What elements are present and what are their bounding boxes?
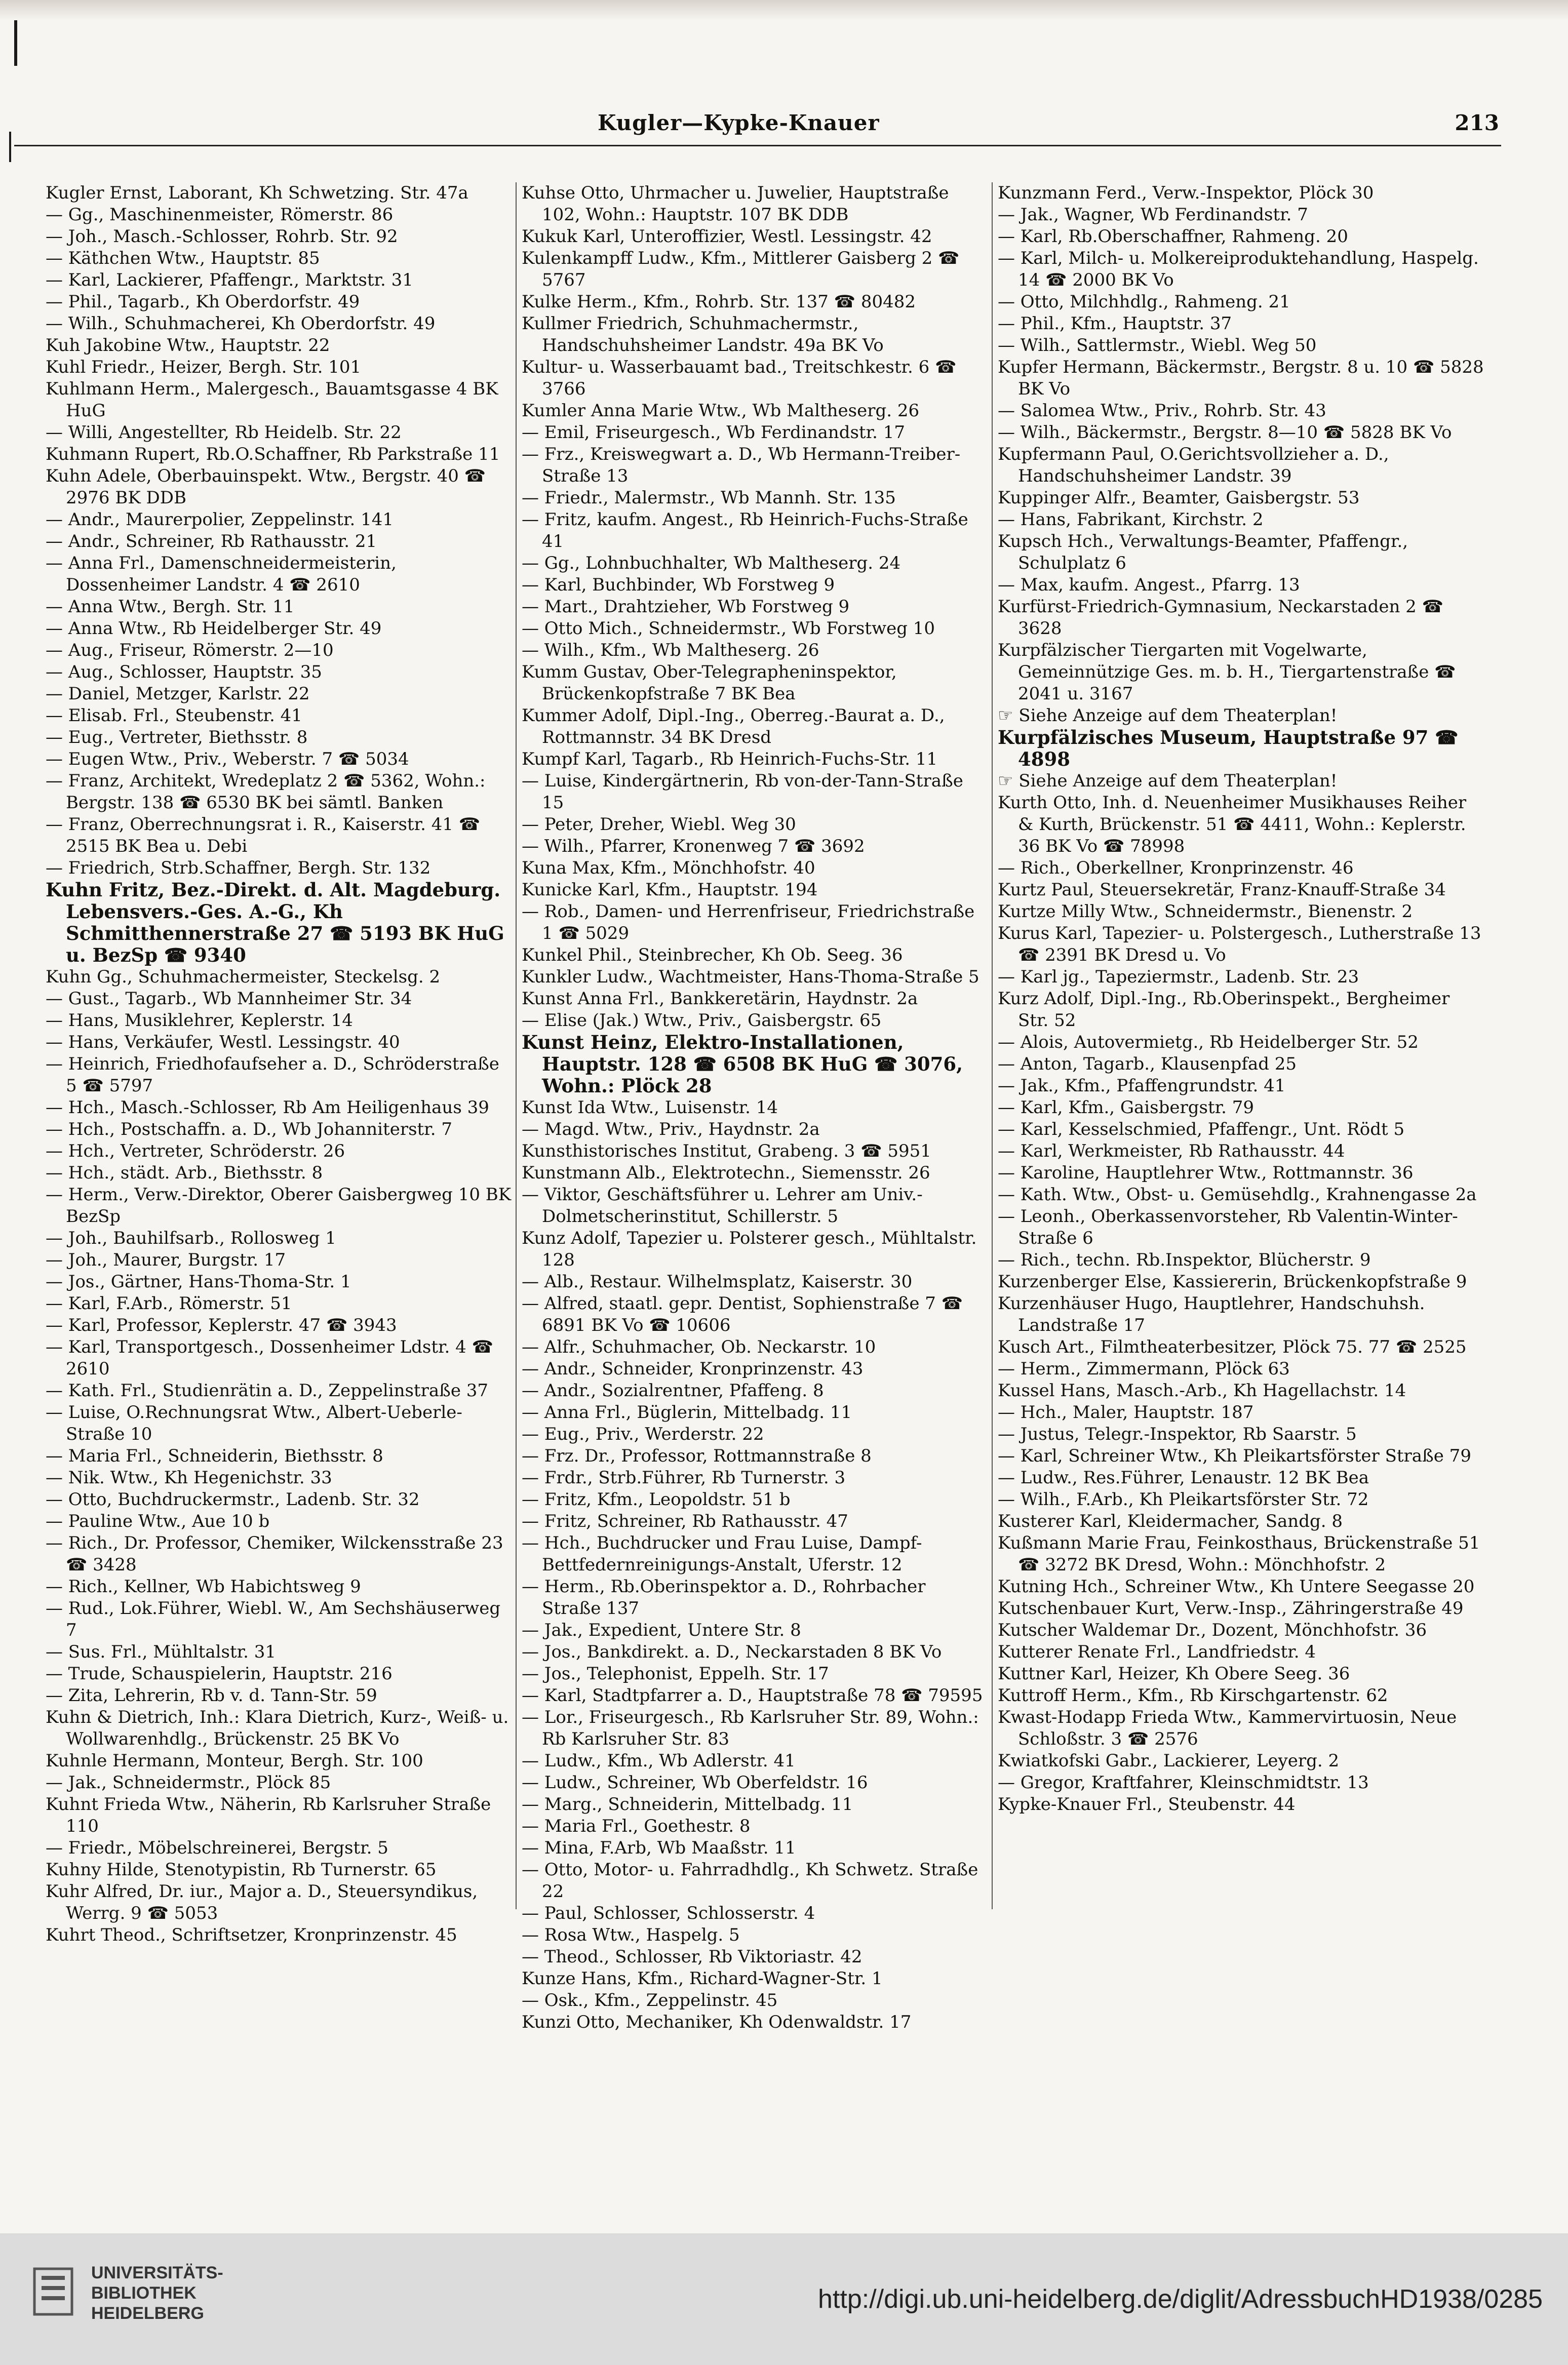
directory-entry: Kumpf Karl, Tagarb., Rb Heinrich-Fuchs-Str. 11: [522, 749, 938, 769]
directory-entry: — Frz., Kreiswegwart a. D., Wb Hermann-Treiber-Straße 13: [522, 444, 961, 486]
directory-entry: — Rich., Oberkellner, Kronprinzenstr. 46: [998, 858, 1354, 878]
directory-entry: — Alois, Autovermietg., Rb Heidelberger Str. 52: [998, 1032, 1419, 1052]
directory-entry: — Rob., Damen- und Herrenfriseur, Friedrichstraße 1 ☎ 5029: [522, 901, 975, 943]
directory-entry: — Andr., Maurerpolier, Zeppelinstr. 141: [46, 509, 394, 530]
header-rule: [14, 145, 1501, 146]
directory-entry: — Osk., Kfm., Zeppelinstr. 45: [522, 1990, 778, 2011]
library-name-line: HEIDELBERG: [91, 2304, 204, 2323]
directory-entry: — Fritz, Schreiner, Rb Rathausstr. 47: [522, 1511, 848, 1531]
directory-entry: Kurzenberger Else, Kassiererin, Brückenkopfstraße 9: [998, 1272, 1467, 1292]
directory-entry: Kuhlmann Herm., Malergesch., Bauamtsgasse 4 BK HuG: [46, 379, 498, 421]
directory-entry: — Wilh., Sattlermstr., Wiebl. Weg 50: [998, 335, 1317, 356]
directory-entry: — Rich., Kellner, Wb Habichtsweg 9: [46, 1576, 361, 1597]
directory-entry: — Franz, Oberrechnungsrat i. R., Kaiserstr. 41 ☎ 2515 BK Bea u. Debi: [46, 814, 481, 856]
directory-entry: — Hans, Fabrikant, Kirchstr. 2: [998, 509, 1264, 530]
directory-entry: — Zita, Lehrerin, Rb v. d. Tann-Str. 59: [46, 1685, 377, 1706]
directory-entry: — Friedr., Malermstr., Wb Mannh. Str. 135: [522, 488, 896, 508]
directory-entry: — Friedr., Möbelschreinerei, Bergstr. 5: [46, 1838, 388, 1858]
directory-entry: — Joh., Masch.-Schlosser, Rohrb. Str. 92: [46, 226, 398, 247]
directory-entry: Kunsthistorisches Institut, Grabeng. 3 ☎ 5951: [522, 1141, 931, 1161]
directory-entry: — Jos., Telephonist, Eppelh. Str. 17: [522, 1664, 829, 1684]
directory-entry: Kurz Adolf, Dipl.-Ing., Rb.Oberinspekt., Bergheimer Str. 52: [998, 989, 1450, 1031]
directory-entry: — Rud., Lok.Führer, Wiebl. W., Am Sechshäuserweg 7: [46, 1598, 501, 1640]
directory-entry: — Wilh., Schuhmacherei, Kh Oberdorfstr. 49: [46, 313, 436, 334]
directory-entry: Kuhr Alfred, Dr. iur., Major a. D., Steuersyndikus, Werrg. 9 ☎ 5053: [46, 1881, 478, 1923]
directory-entry: Kutschenbauer Kurt, Verw.-Insp., Zähringerstraße 49: [998, 1598, 1464, 1619]
directory-entry: Kypke-Knauer Frl., Steubenstr. 44: [998, 1794, 1296, 1815]
directory-entry: Kulke Herm., Kfm., Rohrb. Str. 137 ☎ 80482: [522, 292, 916, 312]
directory-entry: — Phil., Tagarb., Kh Oberdorfstr. 49: [46, 292, 360, 312]
directory-entry: Kuhrt Theod., Schriftsetzer, Kronprinzenstr. 45: [46, 1925, 457, 1945]
directory-entry: Kurus Karl, Tapezier- u. Polstergesch., Lutherstraße 13 ☎ 2391 BK Dresd u. Vo: [998, 923, 1481, 965]
directory-entry: — Elisab. Frl., Steubenstr. 41: [46, 705, 302, 726]
directory-entry: — Käthchen Wtw., Hauptstr. 85: [46, 248, 320, 268]
directory-entry: — Elise (Jak.) Wtw., Priv., Gaisbergstr. 65: [522, 1010, 882, 1031]
directory-entry: — Maria Frl., Goethestr. 8: [522, 1816, 751, 1836]
library-name-line: UNIVERSITÄTS-: [91, 2263, 223, 2282]
directory-entry: — Ludw., Kfm., Wb Adlerstr. 41: [522, 1751, 796, 1771]
directory-entry: — Gregor, Kraftfahrer, Kleinschmidtstr. 13: [998, 1772, 1369, 1793]
page-number: 213: [1455, 110, 1499, 135]
directory-entry: — Otto, Milchhdlg., Rahmeng. 21: [998, 292, 1290, 312]
directory-entry: — Maria Frl., Schneiderin, Biethsstr. 8: [46, 1446, 383, 1466]
directory-entry: Kurtze Milly Wtw., Schneidermstr., Bienenstr. 2: [998, 901, 1413, 922]
university-library-logo-icon: [30, 2264, 76, 2319]
directory-entry: Kusterer Karl, Kleidermacher, Sandg. 8: [998, 1511, 1343, 1531]
directory-entry: — Karoline, Hauptlehrer Wtw., Rottmannstr. 36: [998, 1163, 1414, 1183]
directory-entry: ☞ Siehe Anzeige auf dem Theaterplan!: [998, 771, 1338, 791]
directory-entry: Kussel Hans, Masch.-Arb., Kh Hagellachstr. 14: [998, 1381, 1406, 1401]
directory-entry: Kunst Heinz, Elektro-Installationen, Hauptstr. 128 ☎ 6508 BK HuG ☎ 3076, Wohn.: Plöck 28: [522, 1031, 963, 1097]
directory-entry: — Karl, Buchbinder, Wb Forstweg 9: [522, 575, 835, 595]
directory-entry: Kugler Ernst, Laborant, Kh Schwetzing. Str. 47a: [46, 183, 468, 203]
directory-entry: — Mart., Drahtzieher, Wb Forstweg 9: [522, 597, 850, 617]
directory-entry: — Gg., Lohnbuchhalter, Wb Maltheserg. 24: [522, 553, 901, 573]
directory-entry: — Jak., Wagner, Wb Ferdinandstr. 7: [998, 205, 1308, 225]
directory-entry: — Karl, Professor, Keplerstr. 47 ☎ 3943: [46, 1315, 397, 1335]
directory-entry: — Karl, Kfm., Gaisbergstr. 79: [998, 1097, 1255, 1118]
directory-entry: Kumler Anna Marie Wtw., Wb Maltheserg. 26: [522, 401, 920, 421]
directory-entry: — Karl, Lackierer, Pfaffengr., Marktstr. 31: [46, 270, 413, 290]
directory-entry: — Otto, Motor- u. Fahrradhdlg., Kh Schwetz. Straße 22: [522, 1860, 978, 1902]
directory-entry: — Alb., Restaur. Wilhelmsplatz, Kaiserstr. 30: [522, 1272, 913, 1292]
directory-entry: Kunicke Karl, Kfm., Hauptstr. 194: [522, 880, 818, 900]
directory-entry: Kuhnt Frieda Wtw., Näherin, Rb Karlsruher Straße 110: [46, 1794, 491, 1836]
directory-entry: — Anna Wtw., Rb Heidelberger Str. 49: [46, 618, 382, 639]
library-name-line: BIBLIOTHEK: [91, 2283, 197, 2303]
directory-entry: Kutning Hch., Schreiner Wtw., Kh Untere Seegasse 20: [998, 1576, 1475, 1597]
directory-entry: — Andr., Sozialrentner, Pfaffeng. 8: [522, 1381, 824, 1401]
directory-entry: — Rich., Dr. Professor, Chemiker, Wilckensstraße 23 ☎ 3428: [46, 1533, 503, 1575]
directory-entry: — Pauline Wtw., Aue 10 b: [46, 1511, 270, 1531]
directory-entry: — Joh., Bauhilfsarb., Rollosweg 1: [46, 1228, 336, 1248]
directory-entry: — Hch., Postschaffn. a. D., Wb Johanniterstr. 7: [46, 1119, 452, 1139]
directory-entry: — Eugen Wtw., Priv., Weberstr. 7 ☎ 5034: [46, 749, 409, 769]
directory-entry: — Wilh., Bäckermstr., Bergstr. 8—10 ☎ 5828 BK Vo: [998, 422, 1452, 443]
directory-entry: Kurth Otto, Inh. d. Neuenheimer Musikhauses Reiher & Kurth, Brückenstr. 51 ☎ 4411, Wohn.: Keplerstr. 36 BK Vo ☎ 78998: [998, 793, 1467, 856]
directory-entry: Kuh Jakobine Wtw., Hauptstr. 22: [46, 335, 330, 356]
directory-entry: — Jos., Gärtner, Hans-Thoma-Str. 1: [46, 1272, 351, 1292]
directory-entry: Kuhn & Dietrich, Inh.: Klara Dietrich, Kurz-, Weiß- u. Wollwarenhdlg., Brückenstr. 25 BK Vo: [46, 1707, 509, 1749]
directory-entry: — Eug., Priv., Werderstr. 22: [522, 1424, 764, 1444]
running-head: Kugler—Kypke-Knauer: [598, 110, 880, 135]
directory-entry: — Anton, Tagarb., Klausenpfad 25: [998, 1054, 1297, 1074]
directory-entry: — Jak., Expedient, Untere Str. 8: [522, 1620, 801, 1640]
directory-entry: Kußmann Marie Frau, Feinkosthaus, Brückenstraße 51 ☎ 3272 BK Dresd, Wohn.: Mönchhofstr. 2: [998, 1533, 1480, 1575]
directory-entry: Kurtz Paul, Steuersekretär, Franz-Knauff-Straße 34: [998, 880, 1446, 900]
directory-entry: — Magd. Wtw., Priv., Haydnstr. 2a: [522, 1119, 820, 1139]
directory-entry: Kwast-Hodapp Frieda Wtw., Kammervirtuosin, Neue Schloßstr. 3 ☎ 2576: [998, 1707, 1457, 1749]
directory-entry: — Franz, Architekt, Wredeplatz 2 ☎ 5362, Wohn.: Bergstr. 138 ☎ 6530 BK bei sämtl. Banken: [46, 771, 486, 813]
directory-entry: — Wilh., F.Arb., Kh Pleikartsförster Str. 72: [998, 1489, 1369, 1510]
directory-entry: Kunze Hans, Kfm., Richard-Wagner-Str. 1: [522, 1968, 883, 1989]
directory-entry: Kunzmann Ferd., Verw.-Inspektor, Plöck 30: [998, 183, 1374, 203]
directory-entry: — Ludw., Schreiner, Wb Oberfeldstr. 16: [522, 1772, 868, 1793]
directory-entry: Kuttroff Herm., Kfm., Rb Kirschgartenstr. 62: [998, 1685, 1388, 1706]
directory-entry: Kumm Gustav, Ober-Telegrapheninspektor, Brückenkopfstraße 7 BK Bea: [522, 662, 897, 704]
directory-column-3: [998, 182, 1484, 1924]
directory-entry: — Justus, Telegr.-Inspektor, Rb Saarstr. 5: [998, 1424, 1357, 1444]
directory-entry: Kusch Art., Filmtheaterbesitzer, Plöck 75. 77 ☎ 2525: [998, 1337, 1467, 1357]
directory-entry: Kummer Adolf, Dipl.-Ing., Oberreg.-Baurat a. D., Rottmannstr. 34 BK Dresd: [522, 705, 945, 747]
column-rule: [516, 182, 517, 1909]
directory-entry: — Mina, F.Arb, Wb Maaßstr. 11: [522, 1838, 796, 1858]
directory-entry: — Frz. Dr., Professor, Rottmannstraße 8: [522, 1446, 872, 1466]
directory-entry: Kunstmann Alb., Elektrotechn., Siemensstr. 26: [522, 1163, 930, 1183]
footer-bar: [0, 2233, 1568, 2365]
directory-entry: — Wilh., Pfarrer, Kronenweg 7 ☎ 3692: [522, 836, 865, 856]
scan-top-edge: [0, 0, 1568, 20]
directory-entry: — Ludw., Res.Führer, Lenaustr. 12 BK Bea: [998, 1468, 1369, 1488]
directory-entry: — Paul, Schlosser, Schlosserstr. 4: [522, 1903, 815, 1923]
directory-entry: — Anna Wtw., Bergh. Str. 11: [46, 597, 295, 617]
directory-entry: — Alfr., Schuhmacher, Ob. Neckarstr. 10: [522, 1337, 876, 1357]
directory-column-2: [522, 182, 988, 2032]
directory-entry: — Aug., Schlosser, Hauptstr. 35: [46, 662, 322, 682]
directory-entry: Kunst Anna Frl., Bankkeretärin, Haydnstr. 2a: [522, 989, 918, 1009]
directory-entry: — Viktor, Geschäftsführer u. Lehrer am Univ.-Dolmetscherinstitut, Schillerstr. 5: [522, 1185, 923, 1227]
directory-entry: — Herm., Rb.Oberinspektor a. D., Rohrbacher Straße 137: [522, 1576, 926, 1619]
directory-entry: — Friedrich, Strb.Schaffner, Bergh. Str. 132: [46, 858, 431, 878]
directory-entry: Kutscher Waldemar Dr., Dozent, Mönchhofstr. 36: [998, 1620, 1427, 1640]
directory-entry: — Emil, Friseurgesch., Wb Ferdinandstr. 17: [522, 422, 905, 443]
directory-entry: Kurzenhäuser Hugo, Hauptlehrer, Handschuhsh. Landstraße 17: [998, 1293, 1425, 1335]
binding-mark: [9, 132, 11, 162]
directory-column-1: [46, 182, 512, 1945]
binding-mark: [14, 20, 17, 66]
directory-entry: Kunzi Otto, Mechaniker, Kh Odenwaldstr. 17: [522, 2012, 912, 2032]
directory-entry: — Hch., Buchdrucker und Frau Luise, Dampf-Bettfedernreinigungs-Anstalt, Uferstr. 12: [522, 1533, 922, 1575]
directory-entry: — Phil., Kfm., Hauptstr. 37: [998, 313, 1232, 334]
directory-entry: — Willi, Angestellter, Rb Heidelb. Str. 22: [46, 422, 402, 443]
directory-entry: — Daniel, Metzger, Karlstr. 22: [46, 684, 310, 704]
directory-entry: Kutterer Renate Frl., Landfriedstr. 4: [998, 1642, 1316, 1662]
directory-entry: — Jak., Schneidermstr., Plöck 85: [46, 1772, 331, 1793]
directory-entry: Kupfer Hermann, Bäckermstr., Bergstr. 8 u. 10 ☎ 5828 BK Vo: [998, 357, 1484, 399]
directory-entry: — Aug., Friseur, Römerstr. 2—10: [46, 640, 334, 660]
directory-entry: — Fritz, Kfm., Leopoldstr. 51 b: [522, 1489, 791, 1510]
directory-entry: — Hch., Vertreter, Schröderstr. 26: [46, 1141, 345, 1161]
directory-entry: — Gust., Tagarb., Wb Mannheimer Str. 34: [46, 989, 412, 1009]
directory-entry: — Nik. Wtw., Kh Hegenichstr. 33: [46, 1468, 332, 1488]
directory-entry: ☞ Siehe Anzeige auf dem Theaterplan!: [998, 705, 1338, 726]
directory-entry: — Luise, O.Rechnungsrat Wtw., Albert-Ueberle-Straße 10: [46, 1402, 462, 1444]
directory-entry: Kurfürst-Friedrich-Gymnasium, Neckarstaden 2 ☎ 3628: [998, 597, 1443, 639]
directory-entry: — Kath. Wtw., Obst- u. Gemüsehdlg., Krahnengasse 2a: [998, 1185, 1477, 1205]
directory-entry: Kupfermann Paul, O.Gerichtsvollzieher a. D., Handschuhsheimer Landstr. 39: [998, 444, 1389, 486]
directory-entry: — Karl jg., Tapeziermstr., Ladenb. Str. 23: [998, 967, 1359, 987]
directory-entry: — Rich., techn. Rb.Inspektor, Blücherstr. 9: [998, 1250, 1371, 1270]
directory-entry: — Theod., Schlosser, Rb Viktoriastr. 42: [522, 1947, 863, 1967]
page-header: [598, 110, 1499, 141]
directory-entry: — Joh., Maurer, Burgstr. 17: [46, 1250, 286, 1270]
directory-entry: Kunkel Phil., Steinbrecher, Kh Ob. Seeg. 36: [522, 945, 903, 965]
directory-entry: — Max, kaufm. Angest., Pfarrg. 13: [998, 575, 1300, 595]
directory-entry: — Anna Frl., Büglerin, Mittelbadg. 11: [522, 1402, 852, 1423]
directory-entry: — Peter, Dreher, Wiebl. Weg 30: [522, 814, 796, 835]
directory-entry: — Marg., Schneiderin, Mittelbadg. 11: [522, 1794, 853, 1815]
directory-entry: Kupsch Hch., Verwaltungs-Beamter, Pfaffengr., Schulplatz 6: [998, 531, 1408, 573]
directory-entry: — Kath. Frl., Studienrätin a. D., Zeppelinstraße 37: [46, 1381, 489, 1401]
directory-entry: — Gg., Maschinenmeister, Römerstr. 86: [46, 205, 394, 225]
directory-entry: Kwiatkofski Gabr., Lackierer, Leyerg. 2: [998, 1751, 1340, 1771]
directory-entry: — Hans, Verkäufer, Westl. Lessingstr. 40: [46, 1032, 400, 1052]
directory-entry: — Karl, Transportgesch., Dossenheimer Ldstr. 4 ☎ 2610: [46, 1337, 493, 1379]
directory-entry: — Frdr., Strb.Führer, Rb Turnerstr. 3: [522, 1468, 846, 1488]
directory-entry: Kuna Max, Kfm., Mönchhofstr. 40: [522, 858, 815, 878]
directory-entry: — Hch., Masch.-Schlosser, Rb Am Heiligenhaus 39: [46, 1097, 489, 1118]
directory-entry: — Otto Mich., Schneidermstr., Wb Forstweg 10: [522, 618, 935, 639]
directory-entry: Kunkler Ludw., Wachtmeister, Hans-Thoma-Straße 5: [522, 967, 979, 987]
directory-entry: Kuttner Karl, Heizer, Kh Obere Seeg. 36: [998, 1664, 1350, 1684]
directory-entry: Kuppinger Alfr., Beamter, Gaisbergstr. 53: [998, 488, 1360, 508]
directory-entry: Kurpfälzisches Museum, Hauptstraße 97 ☎ 4898: [998, 726, 1459, 770]
directory-entry: — Hch., städt. Arb., Biethsstr. 8: [46, 1163, 323, 1183]
directory-entry: — Karl, Stadtpfarrer a. D., Hauptstraße 78 ☎ 79595: [522, 1685, 983, 1706]
directory-entry: — Karl, Rb.Oberschaffner, Rahmeng. 20: [998, 226, 1348, 247]
directory-entry: — Rosa Wtw., Haspelg. 5: [522, 1925, 740, 1945]
directory-entry: Kuhnle Hermann, Monteur, Bergh. Str. 100: [46, 1751, 423, 1771]
directory-entry: — Leonh., Oberkassenvorsteher, Rb Valentin-Winter-Straße 6: [998, 1206, 1458, 1248]
directory-entry: — Karl, Werkmeister, Rb Rathausstr. 44: [998, 1141, 1345, 1161]
directory-entry: — Hans, Musiklehrer, Keplerstr. 14: [46, 1010, 353, 1031]
column-rule: [992, 182, 993, 1909]
directory-entry: — Hch., Maler, Hauptstr. 187: [998, 1402, 1254, 1423]
directory-entry: Kullmer Friedrich, Schuhmachermstr., Handschuhsheimer Landstr. 49a BK Vo: [522, 313, 884, 356]
directory-entry: — Eug., Vertreter, Biethsstr. 8: [46, 727, 308, 747]
directory-entry: — Salomea Wtw., Priv., Rohrb. Str. 43: [998, 401, 1326, 421]
directory-entry: Kuhmann Rupert, Rb.O.Schaffner, Rb Parkstraße 11: [46, 444, 500, 464]
directory-entry: — Andr., Schreiner, Rb Rathausstr. 21: [46, 531, 377, 551]
directory-entry: Kunst Ida Wtw., Luisenstr. 14: [522, 1097, 778, 1118]
directory-entry: — Anna Frl., Damenschneidermeisterin, Dossenheimer Landstr. 4 ☎ 2610: [46, 553, 397, 595]
directory-entry: — Karl, Schreiner Wtw., Kh Pleikartsförster Straße 79: [998, 1446, 1471, 1466]
directory-entry: — Fritz, kaufm. Angest., Rb Heinrich-Fuchs-Straße 41: [522, 509, 968, 551]
source-url-link[interactable]: http://digi.ub.uni-heidelberg.de/diglit/AdressbuchHD1938/0285: [818, 2284, 1543, 2314]
directory-entry: — Alfred, staatl. gepr. Dentist, Sophienstraße 7 ☎ 6891 BK Vo ☎ 10606: [522, 1293, 963, 1335]
directory-entry: Kuhny Hilde, Stenotypistin, Rb Turnerstr. 65: [46, 1860, 437, 1880]
directory-entry: Kultur- u. Wasserbauamt bad., Treitschkestr. 6 ☎ 3766: [522, 357, 957, 399]
library-name: [91, 2263, 223, 2323]
directory-entry: — Trude, Schauspielerin, Hauptstr. 216: [46, 1664, 393, 1684]
directory-entry: — Jak., Kfm., Pfaffengrundstr. 41: [998, 1076, 1286, 1096]
directory-entry: Kuhn Fritz, Bez.-Direkt. d. Alt. Magdeburg. Lebensvers.-Ges. A.-G., Kh Schmitthennerstraße 27 ☎ 5193 BK HuG u. BezSp ☎ 9340: [46, 879, 504, 966]
directory-entry: — Sus. Frl., Mühltalstr. 31: [46, 1642, 276, 1662]
directory-entry: Kulenkampff Ludw., Kfm., Mittlerer Gaisberg 2 ☎ 5767: [522, 248, 960, 290]
directory-entry: — Karl, Kesselschmied, Pfaffengr., Unt. Rödt 5: [998, 1119, 1405, 1139]
directory-entry: Kurpfälzischer Tiergarten mit Vogelwarte, Gemeinnützige Ges. m. b. H., Tiergartenstraße ☎ 2041 u. 3167: [998, 640, 1456, 704]
directory-entry: — Karl, F.Arb., Römerstr. 51: [46, 1293, 292, 1314]
directory-entry: — Lor., Friseurgesch., Rb Karlsruher Str. 89, Wohn.: Rb Karlsruher Str. 83: [522, 1707, 979, 1749]
directory-entry: Kuhn Gg., Schuhmachermeister, Steckelsg. 2: [46, 967, 441, 987]
directory-entry: Kunz Adolf, Tapezier u. Polsterer gesch., Mühltalstr. 128: [522, 1228, 977, 1270]
directory-entry: — Wilh., Kfm., Wb Maltheserg. 26: [522, 640, 819, 660]
directory-entry: Kuhn Adele, Oberbauinspekt. Wtw., Bergstr. 40 ☎ 2976 BK DDB: [46, 466, 486, 508]
directory-entry: — Luise, Kindergärtnerin, Rb von-der-Tann-Straße 15: [522, 771, 963, 813]
directory-entry: — Karl, Milch- u. Molkereiproduktehandlung, Haspelg. 14 ☎ 2000 BK Vo: [998, 248, 1479, 290]
directory-entry: Kuhse Otto, Uhrmacher u. Juwelier, Hauptstraße 102, Wohn.: Hauptstr. 107 BK DDB: [522, 183, 949, 225]
directory-entry: — Andr., Schneider, Kronprinzenstr. 43: [522, 1359, 864, 1379]
directory-entry: Kuhl Friedr., Heizer, Bergh. Str. 101: [46, 357, 362, 377]
directory-entry: — Heinrich, Friedhofaufseher a. D., Schröderstraße 5 ☎ 5797: [46, 1054, 499, 1096]
directory-entry: — Jos., Bankdirekt. a. D., Neckarstaden 8 BK Vo: [522, 1642, 942, 1662]
directory-entry: Kukuk Karl, Unteroffizier, Westl. Lessingstr. 42: [522, 226, 932, 247]
directory-entry: — Herm., Zimmermann, Plöck 63: [998, 1359, 1290, 1379]
directory-entry: — Herm., Verw.-Direktor, Oberer Gaisbergweg 10 BK BezSp: [46, 1185, 512, 1227]
directory-entry: — Otto, Buchdruckermstr., Ladenb. Str. 32: [46, 1489, 420, 1510]
